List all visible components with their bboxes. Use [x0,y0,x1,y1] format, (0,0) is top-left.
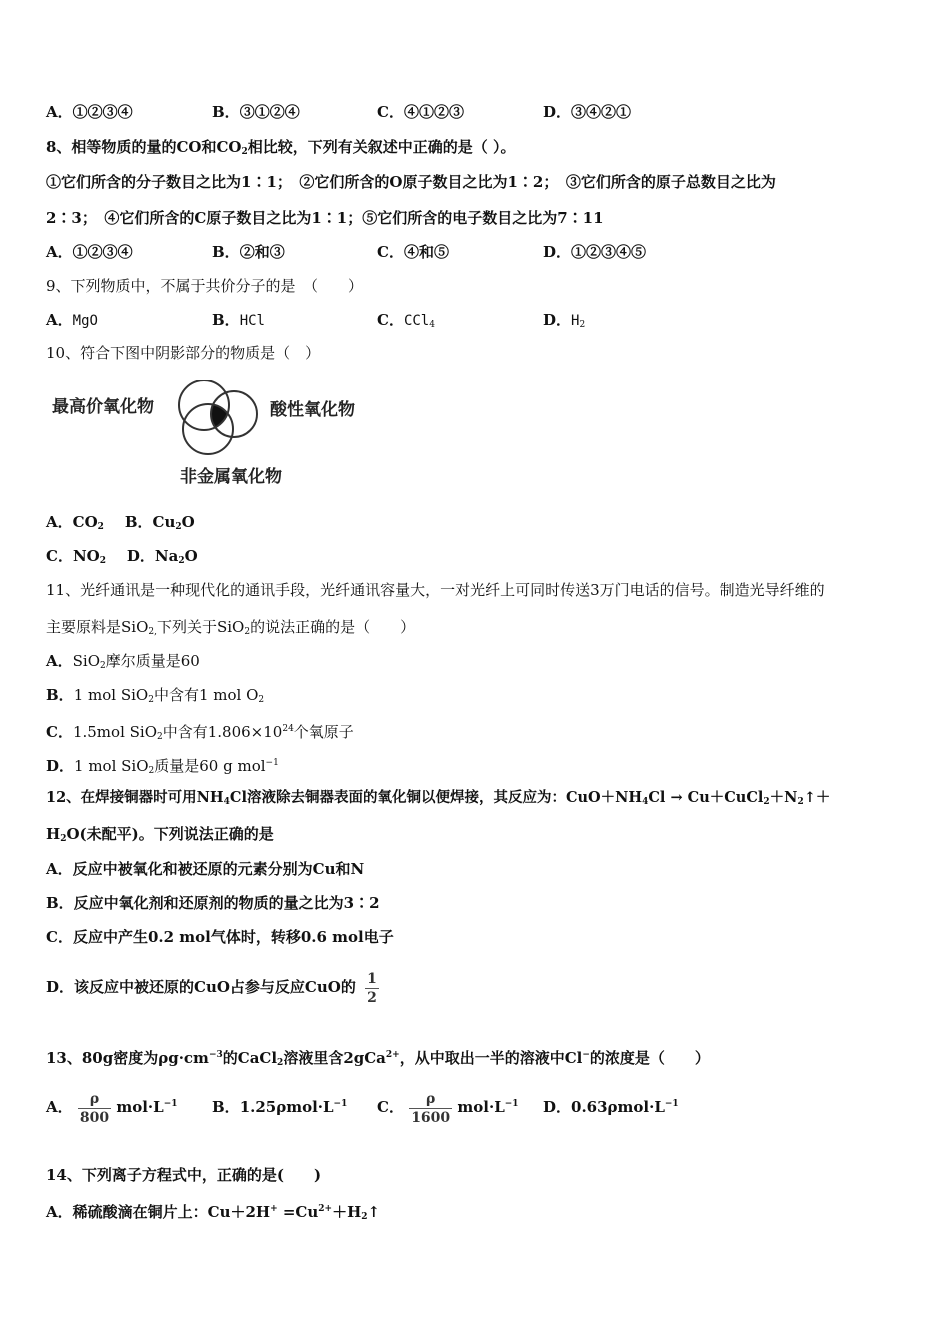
q8-statements-1: ①它们所含的分子数目之比为1∶1； ②它们所含的O原子数目之比为1∶2； ③它们所含的原子总数目之比为 [46,173,776,191]
q12-option-b: B．反应中氧化剂和还原剂的物质的量之比为3∶2 [46,894,380,912]
q9-stem: 9、下列物质中，不属于共价分子的是 （ ） [46,277,364,295]
q8-options [46,242,906,262]
q10-stem: 10、符合下图中阴影部分的物质是（ ） [46,344,321,362]
q8-statements-2: 2∶3； ④它们所含的C原子数目之比为1∶1；⑤它们所含的电子数目之比为7∶11 [46,209,604,227]
venn-circles [46,380,386,490]
q13-option-c: C． $\frac{\rho}{1600}$ $mol\cdot L^{-1}$ [377,1090,519,1126]
q11-option-d: D．1 mol SiO$_2$质量是60 g mol$^{-1}$ [46,757,279,776]
q13-fraction-c: $\frac{\rho}{1600}$ [411,1090,451,1126]
q9-option-c: C．CCl$_4$ [377,311,435,330]
q8-option-c: C．④和⑤ [377,243,449,261]
venn-label-highest-oxide: 最高价氧化物 [52,397,154,417]
q11-option-b: B．1 mol SiO$_2$中含有1 mol $O_2$ [46,686,265,705]
q10-option-d: D．$Na_2O$ [126,547,198,566]
q13-option-d: D．$0.63\rho mol\cdot L^{-1}$ [543,1098,679,1116]
q9-options [46,310,906,330]
q12-fraction: $\frac{1}{2}$ [367,970,377,1006]
venn-label-nonmetal-oxide: 非金属氧化物 [180,467,282,487]
q11-stem-1: 11、光纤通讯是一种现代化的通讯手段，光纤通讯容量大，一对光纤上可同时传送3万门电话的信号。制造光导纤维的 [46,581,825,599]
q10-options-ab [46,512,195,537]
q9-option-a: A．MgO [46,311,98,329]
q12-option-c: C．反应中产生0.2 mol气体时，转移0.6 mol电子 [46,928,394,946]
q11-option-a: A．SiO$_2$摩尔质量是60 [46,652,200,671]
q8-option-a: A．①②③④ [46,243,133,261]
q12-stem-2: $H_2O$(未配平)。下列说法正确的是 [46,825,274,844]
q11-stem-2: 主要原料是SiO$_{2,}$下列关于SiO$_2$的说法正确的是（ ） [46,618,416,637]
q14-stem: 14、下列离子方程式中，正确的是( ) [46,1166,322,1184]
q10-options-cd [46,546,198,571]
q13-option-b: B．$1.25\rho mol\cdot L^{-1}$ [212,1098,348,1116]
q7-option-d: D．③④②① [543,103,632,121]
q9-option-d: D．$H_2$ [543,311,586,330]
q7-options [46,102,906,122]
q12-option-d: D．该反应中被还原的CuO占参与反应CuO的 $\frac{1}{2}$ [46,970,377,1006]
q7-option-b: B．③①②④ [212,103,300,121]
q13-stem: 13、80g密度为$\rho g\cdot cm^{-3}$的CaCl$_2$溶液里含2gCa$^{2+}$，从中取出一半的溶液中Cl−的浓度是（ ） [46,1049,710,1068]
q13-fraction-a: $\frac{\rho}{800}$ [79,1090,110,1126]
q14-option-a: A．稀硫酸滴在铜片上：$Cu+2H^+ =Cu^{2+}+H_2↑$ [46,1203,381,1222]
q9-option-b: B．HCl [212,311,265,329]
q7-option-c: C．④①②③ [377,103,464,121]
q10-option-c: C．$NO_2$ [46,547,106,566]
q11-option-c: C．1.5mol SiO$_2$中含有$1.806\times 10^{24}$个氧原子 [46,723,354,742]
q7-option-a: A．①②③④ [46,103,133,121]
q12-stem-1: 12、在焊接铜器时可用$NH_4Cl$溶液除去铜器表面的氧化铜以便焊接，其反应为：$CuO+NH_4Cl$ → $Cu+CuCl_2+N_2↑+$ [46,789,831,807]
q10-option-a: A．$CO_2$ [46,513,104,532]
q13-options [46,1084,906,1124]
q8-option-b: B．②和③ [212,243,285,261]
q8-stem: 8、相等物质的量的CO和$CO_2$相比较，下列有关叙述中正确的是（ ）。 [46,138,516,157]
venn-diagram [46,380,386,490]
q13-option-a: A． $\frac{\rho}{800}$ $mol\cdot L^{-1}$ [46,1090,178,1126]
q10-option-b: B．$Cu_2O$ [124,513,195,532]
venn-label-acidic-oxide: 酸性氧化物 [270,400,355,420]
q12-option-a: A．反应中被氧化和被还原的元素分别为Cu和N [46,860,365,878]
q8-option-d: D．①②③④⑤ [543,243,647,261]
